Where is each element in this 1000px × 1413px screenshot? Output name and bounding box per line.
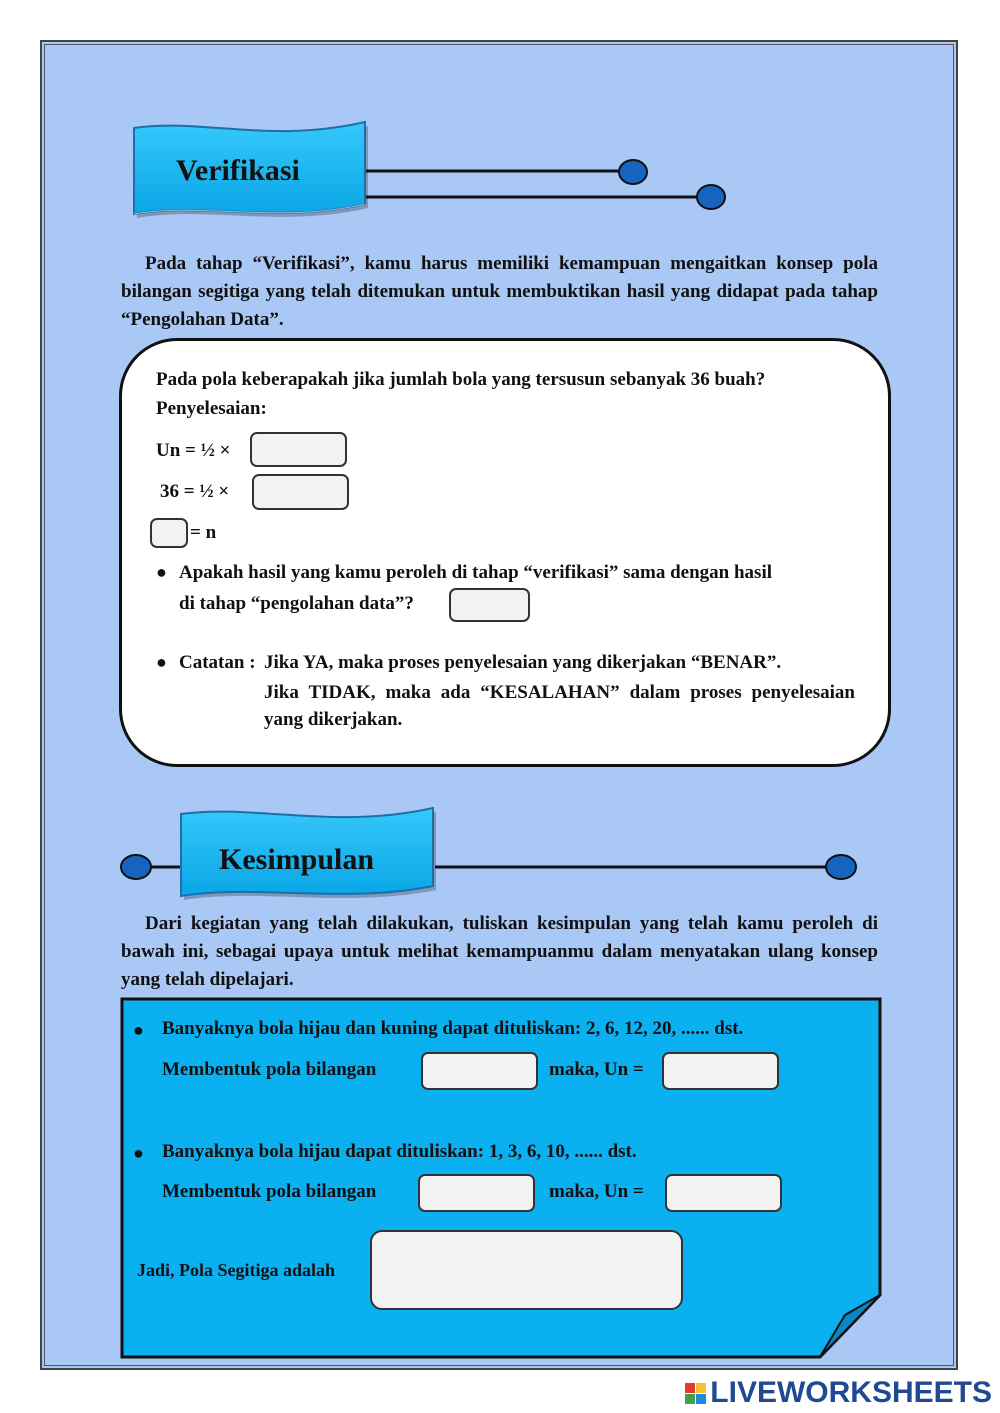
item2-un-label: maka, Un =: [549, 1181, 644, 1202]
verifikasi-question: Pada pola keberapakah jika jumlah bola yang tersusun sebanyak 36 buah?: [156, 369, 766, 390]
equation-un: Un = ½ ×: [156, 440, 231, 461]
note-line1: Jika YA, maka proses penyelesaian yang dikerjakan “BENAR”.: [264, 652, 782, 673]
answer-box-un[interactable]: [250, 432, 347, 467]
connector-dot-icon: [826, 855, 856, 879]
bullet-icon: ●: [133, 1143, 144, 1163]
equation-36: 36 = ½ ×: [160, 481, 230, 502]
answer-box-n[interactable]: [150, 518, 188, 548]
solution-label: Penyelesaian:: [156, 398, 267, 419]
verifikasi-title: Verifikasi: [176, 154, 300, 187]
note-prefix: Catatan :: [179, 652, 256, 673]
item2-pattern-input[interactable]: [418, 1174, 535, 1212]
conclusion-input[interactable]: [370, 1230, 683, 1310]
answer-box-same-result[interactable]: [449, 588, 530, 622]
item2-un-input[interactable]: [665, 1174, 782, 1212]
note-line2: Jika TIDAK, maka ada “KESALAHAN” dalam proses penyelesaian yang dikerjakan.: [264, 682, 855, 730]
item1-text: Banyaknya bola hijau dan kuning dapat dituliskan: 2, 6, 12, 20, ...... dst.: [162, 1018, 744, 1039]
equation-n: = n: [190, 522, 217, 543]
connector-dot-icon: [619, 160, 647, 184]
kesimpulan-title: Kesimpulan: [219, 843, 375, 876]
item1-pattern-label: Membentuk pola bilangan: [162, 1059, 377, 1080]
item2-text: Banyaknya bola hijau dapat dituliskan: 1, 3, 6, 10, ...... dst.: [162, 1141, 637, 1162]
bullet-icon: ●: [156, 652, 167, 672]
bullet-question-cont: di tahap “pengolahan data”?: [179, 593, 414, 614]
answer-box-36[interactable]: [252, 474, 349, 510]
connector-dot-icon: [121, 855, 151, 879]
item1-pattern-input[interactable]: [421, 1052, 538, 1090]
bullet-question: Apakah hasil yang kamu peroleh di tahap “verifikasi” sama dengan hasil: [179, 562, 773, 583]
liveworksheets-logo: [685, 1376, 992, 1410]
conclusion-label: Jadi, Pola Segitiga adalah: [137, 1260, 336, 1280]
liveworksheets-mark-icon: [685, 1383, 706, 1404]
item1-un-label: maka, Un =: [549, 1059, 644, 1080]
brand-text: LIVEWORKSHEETS: [710, 1376, 992, 1409]
verifikasi-intro: Pada tahap “Verifikasi”, kamu harus memiliki kemampuan mengaitkan konsep pola bilangan segitiga yang telah ditemukan untuk membuktikan hasil yang didapat pada tahap “Pengolahan Data”.: [121, 253, 878, 330]
connector-dot-icon: [697, 185, 725, 209]
item1-un-input[interactable]: [662, 1052, 779, 1090]
item2-pattern-label: Membentuk pola bilangan: [162, 1181, 377, 1202]
bullet-icon: ●: [133, 1020, 144, 1040]
bullet-icon: ●: [156, 562, 167, 582]
kesimpulan-intro: Dari kegiatan yang telah dilakukan, tuliskan kesimpulan yang telah kamu peroleh di bawah ini, sebagai upaya untuk melihat kemampuanmu dalam menyatakan ulang konsep yang telah dipelajari.: [121, 913, 878, 990]
